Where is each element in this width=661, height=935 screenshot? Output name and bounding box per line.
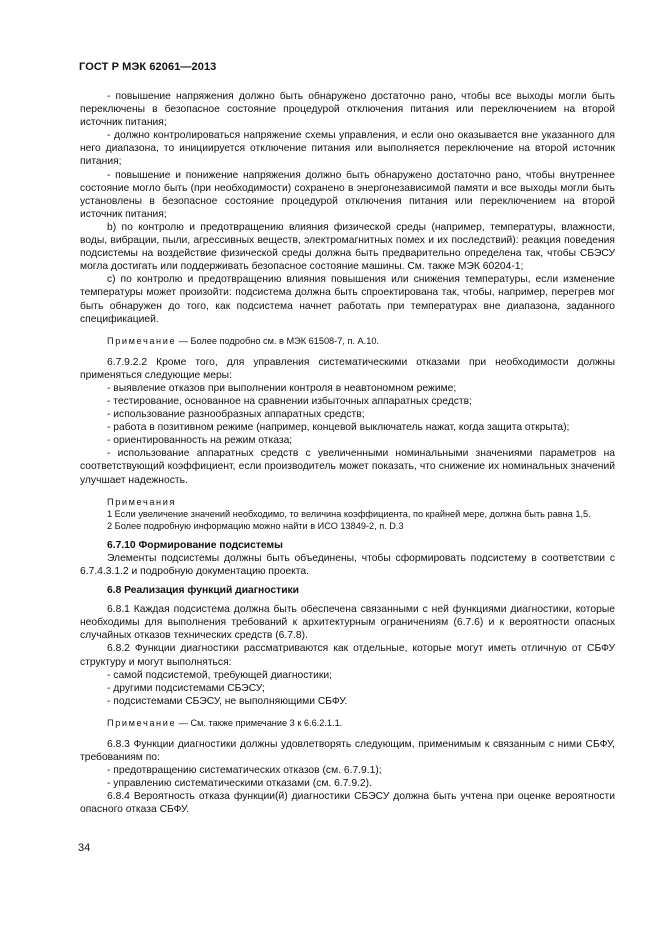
paragraph: 6.7.9.2.2 Кроме того, для управления систематическими отказами при необходимости должны применяться следующие меры:: [80, 356, 615, 381]
paragraph: - повышение напряжения должно быть обнаружено достаточно рано, чтобы все выходы могли быть переключены в безопасное состояние процедурой отключения питания или переключением на второй источник питания;: [80, 91, 615, 129]
document-id: ГОСТ Р МЭК 62061—2013: [79, 61, 217, 73]
list-item: - тестирование, основанное на сравнении избыточных аппаратных средств;: [107, 395, 472, 407]
section-heading: 6.7.10 Формирование подсистемы: [107, 539, 283, 551]
list-item: - управлению систематическими отказами (см. 6.7.9.2).: [107, 778, 372, 790]
note: [80, 717, 615, 729]
note-label: Примечание: [107, 335, 177, 346]
paragraph: - повышение и понижение напряжения должно быть обнаружено достаточно рано, чтобы внутреннее состояние могло быть (при необходимости) сохранено в энергонезависимой памяти и все выходы могли быть установлены в безопасное состояние процедурой отключения питания или переключением на второй источник питания;: [80, 169, 615, 220]
list-item: - выявление отказов при выполнении контроля в неавтономном режиме;: [107, 382, 457, 394]
page-body: [80, 90, 615, 817]
list-item: - работа в позитивном режиме (например, концевой выключатель нажат, когда защита открыта);: [107, 422, 570, 434]
list-item: - подсистемами СБЭСУ, не выполняющими СБФУ.: [107, 695, 348, 707]
section-heading: 6.8 Реализация функций диагностики: [107, 585, 300, 597]
page-number: 34: [78, 842, 91, 854]
note-item: 2 Более подробную информацию можно найти в ИСО 13849-2, п. D.3: [107, 521, 404, 532]
list-item: - использование разнообразных аппаратных средств;: [107, 409, 365, 421]
paragraph: с) по контролю и предотвращению влияния повышения или снижения температуры, если изменение температуры может произойти: подсистема должна быть спроектирована так, чтобы, например, перегрев мог быть обнаружен до того, как подсистема начнет работать при температурах вне диапазона, заданного спецификацией.: [80, 274, 615, 325]
paragraph: 6.8.4 Вероятность отказа функции(й) диагностики СБЭСУ должна быть учтена при оценке вероятности опасного отказа СБФУ.: [80, 791, 615, 816]
note-text: — См. также примечание 3 к 6.6.2.1.1.: [176, 717, 343, 728]
note-label: Примечание: [107, 717, 177, 728]
paragraph: Элементы подсистемы должны быть объединены, чтобы сформировать подсистему в соответствии с 6.7.4.3.1.2 и подробную документацию проекта.: [80, 552, 615, 577]
paragraph: 6.8.1 Каждая подсистема должна быть обеспечена связанными с ней функциями диагностики, которые необходимы для выполнения требований к архитектурным ограничениям (6.7.6) и к вероятности опасных случайных отказов технических средств (6.7.8).: [80, 604, 615, 642]
paragraph: - использование аппаратных средств с увеличенными номинальными значениями параметров на соответствующий коэффициент, если производитель может показать, что снижение их номинальных значений улучшает надежность.: [80, 448, 615, 486]
paragraph: - должно контролироваться напряжение схемы управления, и если оно оказывается вне указанного для него диапазона, то инициируется отключение питания или выполняется переключение на второй источник питания;: [80, 130, 615, 168]
paragraph: 6.8.2 Функции диагностики рассматриваются как отдельные, которые могут иметь отличную от СБФУ структуру и могут выполняться:: [80, 643, 615, 668]
list-item: - самой подсистемой, требующей диагностики;: [107, 669, 333, 681]
list-item: - другими подсистемами СБЭСУ;: [107, 682, 265, 694]
paragraph: 6.8.3 Функции диагностики должны удовлетворять следующим, применимым к связанным с ними СБФУ, требованиям по:: [80, 738, 615, 764]
note-item: 1 Если увеличение значений необходимо, то величина коэффициента, по крайней мере, должна быть равна 1,5.: [107, 508, 591, 519]
note: [80, 335, 615, 347]
note-text: — Более подробно см. в МЭК 61508-7, п. А.10.: [176, 335, 379, 346]
paragraph: b) по контролю и предотвращению влияния физической среды (например, температуры, влажности, воды, вибрации, пыли, агрессивных веществ, электромагнитных помех и их последствий): реакция поведения подсистемы на воздействие физической среды должна быть предварительно определена так, чтобы СБЭСУ могла достигать или поддерживать безопасное состояние машины. См. также МЭК 60204-1;: [80, 221, 615, 273]
notes-heading: Примечания: [107, 496, 177, 507]
list-item: - ориентированность на режим отказа;: [107, 435, 293, 447]
list-item: - предотвращению систематических отказов (см. 6.7.9.1);: [107, 765, 382, 777]
